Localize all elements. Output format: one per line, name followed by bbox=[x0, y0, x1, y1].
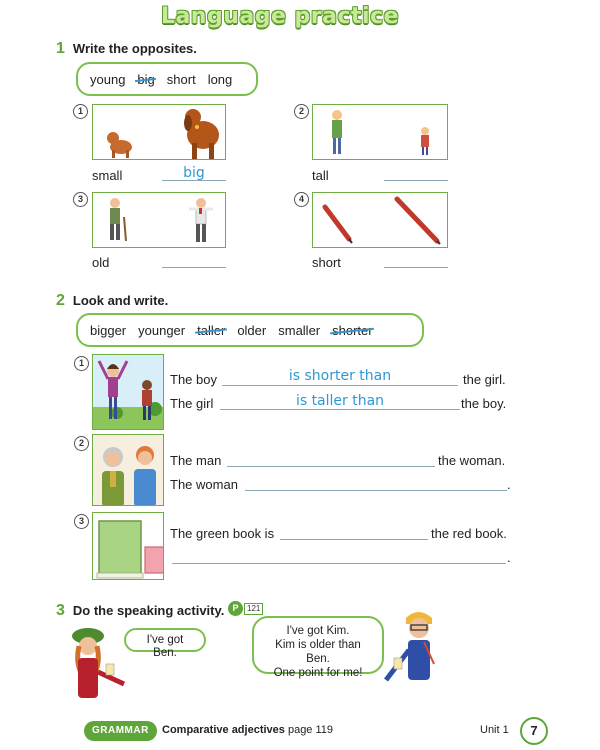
item-3-word: old bbox=[92, 255, 110, 270]
word-young: young bbox=[90, 71, 126, 87]
word-box-1 bbox=[76, 62, 258, 96]
word-older: older bbox=[237, 322, 267, 338]
item-4-word: short bbox=[312, 255, 341, 270]
word-shorter-crossed: shorter bbox=[332, 322, 373, 338]
s2-item-1-line-2-start: The girl bbox=[170, 396, 214, 411]
s2-item-1-line-1-end: the girl. bbox=[463, 372, 506, 387]
s2-item-1-number: 1 bbox=[74, 356, 89, 371]
s2-item-3-picture bbox=[92, 512, 164, 580]
item-4-number: 4 bbox=[294, 192, 309, 207]
item-1-number: 1 bbox=[73, 104, 88, 119]
section-3-number: 3 bbox=[56, 602, 65, 619]
section-3-instruction: Do the speaking activity. bbox=[72, 603, 225, 618]
grammar-topic-text: Comparative adjectives bbox=[162, 724, 285, 736]
s2-item-1-line-1-start: The boy bbox=[170, 372, 217, 387]
s2-item-2-line-1-start: The man bbox=[170, 453, 222, 468]
s2-item-3-line-1-start: The green book is bbox=[170, 526, 275, 541]
grammar-label: GRAMMAR bbox=[84, 721, 157, 741]
page-reference: 121 bbox=[244, 603, 263, 615]
item-2-picture bbox=[312, 104, 448, 160]
item-2-answer-line[interactable] bbox=[384, 180, 448, 181]
dogs-illustration bbox=[93, 105, 226, 160]
page-title: Language practice bbox=[160, 4, 400, 29]
s2-item-1-line-1-answer: is shorter than bbox=[288, 368, 392, 384]
word-taller-crossed: taller bbox=[197, 322, 226, 338]
unit-label: Unit 1 bbox=[480, 724, 509, 736]
word-box-2 bbox=[76, 313, 424, 347]
s2-item-3-line-2-blank[interactable] bbox=[172, 563, 506, 564]
item-4-picture bbox=[312, 192, 448, 248]
s2-item-2-line-1-blank[interactable] bbox=[227, 466, 435, 467]
word-younger: younger bbox=[138, 322, 186, 338]
s2-item-2-line-2-end: . bbox=[507, 477, 511, 492]
s2-item-1-line-1-blank[interactable] bbox=[222, 385, 458, 386]
s2-item-2-line-2-blank[interactable] bbox=[245, 490, 507, 491]
girl-boy-park-illustration bbox=[93, 355, 164, 430]
bubble-right-line-3: One point for me! bbox=[273, 667, 363, 679]
section-2-instruction: Look and write. bbox=[72, 293, 169, 308]
s2-item-3-line-1-end: the red book. bbox=[431, 526, 507, 541]
tall-short-kids-illustration bbox=[313, 105, 448, 160]
s2-item-2-number: 2 bbox=[74, 436, 89, 451]
item-1-picture bbox=[92, 104, 226, 160]
item-3-number: 3 bbox=[73, 192, 88, 207]
item-3-picture bbox=[92, 192, 226, 248]
bubble-right-line-1: I've got Kim. bbox=[286, 625, 350, 637]
s2-item-2-line-2-start: The woman bbox=[170, 477, 238, 492]
p-badge: P bbox=[228, 601, 243, 616]
old-young-man-illustration bbox=[93, 193, 226, 248]
item-2-word: tall bbox=[312, 168, 329, 183]
word-big-crossed: big bbox=[137, 71, 155, 87]
section-1-number: 1 bbox=[56, 40, 65, 57]
s2-item-1-line-2-blank[interactable] bbox=[220, 409, 460, 410]
s2-item-3-number: 3 bbox=[74, 514, 89, 529]
section-1-instruction: Write the opposites. bbox=[72, 41, 197, 56]
boy-speaker-illustration bbox=[376, 606, 456, 700]
man-woman-illustration bbox=[93, 435, 164, 506]
item-1-word: small bbox=[92, 168, 123, 183]
section-2-number: 2 bbox=[56, 292, 65, 309]
s2-item-2-line-1-end: the woman. bbox=[438, 453, 506, 468]
s2-item-2-picture bbox=[92, 434, 164, 506]
grammar-topic bbox=[162, 724, 333, 736]
speech-bubble-left: I've got Ben. bbox=[124, 628, 206, 652]
pencils-illustration bbox=[313, 193, 448, 248]
bubble-right-line-2: Kim is older than Ben. bbox=[275, 639, 361, 665]
s2-item-1-picture bbox=[92, 354, 164, 430]
s2-item-1-line-2-answer: is taller than bbox=[295, 393, 385, 409]
s2-item-3-line-2-end: . bbox=[507, 550, 511, 565]
item-4-answer-line[interactable] bbox=[384, 267, 448, 268]
section-2-heading bbox=[56, 292, 168, 310]
green-red-books-illustration bbox=[93, 513, 164, 580]
item-1-answer: big bbox=[183, 165, 205, 181]
s2-item-3-line-1-blank[interactable] bbox=[280, 539, 428, 540]
word-bigger: bigger bbox=[90, 322, 127, 338]
item-2-number: 2 bbox=[294, 104, 309, 119]
item-3-answer-line[interactable] bbox=[162, 267, 226, 268]
word-long: long bbox=[207, 71, 233, 87]
grammar-page-reference: page 119 bbox=[287, 724, 334, 736]
word-smaller: smaller bbox=[278, 322, 321, 338]
s2-item-1-line-2-end: the boy. bbox=[461, 396, 507, 411]
page-number: 7 bbox=[520, 717, 548, 745]
speech-bubble-right bbox=[252, 616, 384, 679]
word-short: short bbox=[166, 71, 196, 87]
section-1-heading bbox=[56, 40, 197, 58]
section-3-heading bbox=[56, 602, 224, 620]
